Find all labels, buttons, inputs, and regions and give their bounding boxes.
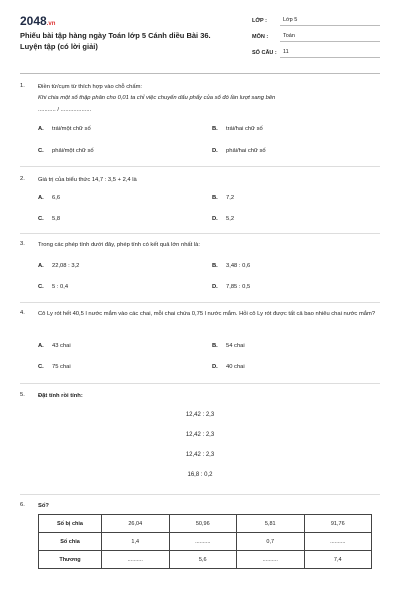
calc-expression: 12,42 : 2,3 (185, 452, 215, 458)
meta-key: MÔN : (252, 34, 269, 40)
option-a[interactable]: A. 6,6 (38, 195, 61, 201)
question-divider (20, 494, 380, 495)
question-subtext: Khi chia một số thập phân cho 0,01 ta chỉ việc chuyển dấu phẩy của số đó lần lượt sang bên (38, 95, 276, 101)
row-header: Số bị chia (39, 515, 102, 533)
question-text: Cô Ly rót hết 40,5 l nước mắm vào các chai, mỗi chai chứa 0,75 l nước mắm. Hỏi cô Ly rót được tất cả bao nhiêu chai nước mắm? (38, 311, 376, 317)
meta-class-row (252, 16, 380, 26)
option-a[interactable]: A. 43 chai (38, 343, 71, 349)
table-row (39, 533, 372, 551)
question-text: Giá trị của biểu thức 14,7 : 3,5 + 2,4 là (38, 177, 137, 183)
option-d[interactable]: D. 5,2 (212, 216, 235, 222)
calc-expression: 12,42 : 2,3 (185, 432, 215, 438)
table-cell: 5,81 (237, 515, 305, 533)
header-divider (20, 73, 380, 74)
table-cell: 91,76 (304, 515, 372, 533)
question-divider (20, 166, 380, 167)
question-text: Điền từ/cụm từ thích hợp vào chỗ chấm: (38, 84, 143, 90)
option-d[interactable]: D. 7,85 : 0,5 (212, 284, 251, 290)
question-divider (20, 383, 380, 384)
calc-expression: 12,42 : 2,3 (185, 412, 215, 418)
table-row (39, 551, 372, 569)
option-d[interactable]: D. phải/hai chữ số (212, 148, 266, 154)
option-c[interactable]: C. phải/một chữ số (38, 148, 94, 154)
question-number: 2. (20, 176, 25, 182)
answer-blank: ........... / ................... (38, 107, 92, 113)
question-divider (20, 302, 380, 303)
division-table (38, 514, 372, 569)
option-a[interactable]: A. 22,08 : 3,2 (38, 263, 80, 269)
question-number: 5. (20, 392, 25, 398)
table-cell: 50,96 (169, 515, 237, 533)
option-c[interactable]: C. 5 : 0,4 (38, 284, 69, 290)
logo-suffix: .vn (46, 21, 56, 27)
question-text: Đặt tính rồi tính: (38, 393, 83, 399)
worksheet-meta (252, 16, 380, 58)
table-cell: 0,7 (237, 533, 305, 551)
option-b[interactable]: B. 7,2 (212, 195, 235, 201)
question-number: 4. (20, 310, 25, 316)
meta-subject-row (252, 32, 380, 42)
table-cell: 1,4 (102, 533, 170, 551)
logo-text: 2048 (20, 14, 47, 28)
option-c[interactable]: C. 75 chai (38, 364, 71, 370)
option-c[interactable]: C. 5,8 (38, 216, 61, 222)
meta-key: SỐ CÂU : (252, 50, 277, 56)
option-b[interactable]: B. 54 chai (212, 343, 245, 349)
worksheet-title: Phiếu bài tập hàng ngày Toán lớp 5 Cánh diều Bài 36. Luyện tập (có lời giải) (20, 31, 211, 51)
question-number: 3. (20, 241, 25, 247)
table-cell: .......... (169, 533, 237, 551)
table-row (39, 515, 372, 533)
question-number: 1. (20, 83, 25, 89)
meta-value: Lớp 5 (280, 16, 380, 26)
option-b[interactable]: B. trái/hai chữ số (212, 126, 263, 132)
table-cell: 26,04 (102, 515, 170, 533)
table-cell: 7,4 (304, 551, 372, 569)
option-a[interactable]: A. trái/một chữ số (38, 126, 91, 132)
meta-key: LỚP : (252, 18, 267, 24)
row-header: Số chia (39, 533, 102, 551)
question-text: Số? (38, 503, 49, 509)
meta-value: Toán (280, 32, 380, 42)
meta-value: 11 (280, 48, 380, 58)
meta-count-row (252, 48, 380, 58)
site-logo[interactable] (20, 14, 55, 28)
calc-expression: 16,8 : 0,2 (187, 472, 213, 478)
option-b[interactable]: B. 3,48 : 0,6 (212, 263, 251, 269)
table-cell: .......... (237, 551, 305, 569)
question-number: 6. (20, 502, 25, 508)
table-cell: .......... (102, 551, 170, 569)
question-divider (20, 233, 380, 234)
option-d[interactable]: D. 40 chai (212, 364, 245, 370)
question-text: Trong các phép tính dưới đây, phép tính có kết quả lớn nhất là: (38, 242, 200, 248)
row-header: Thương (39, 551, 102, 569)
table-cell: .......... (304, 533, 372, 551)
table-cell: 5,6 (169, 551, 237, 569)
